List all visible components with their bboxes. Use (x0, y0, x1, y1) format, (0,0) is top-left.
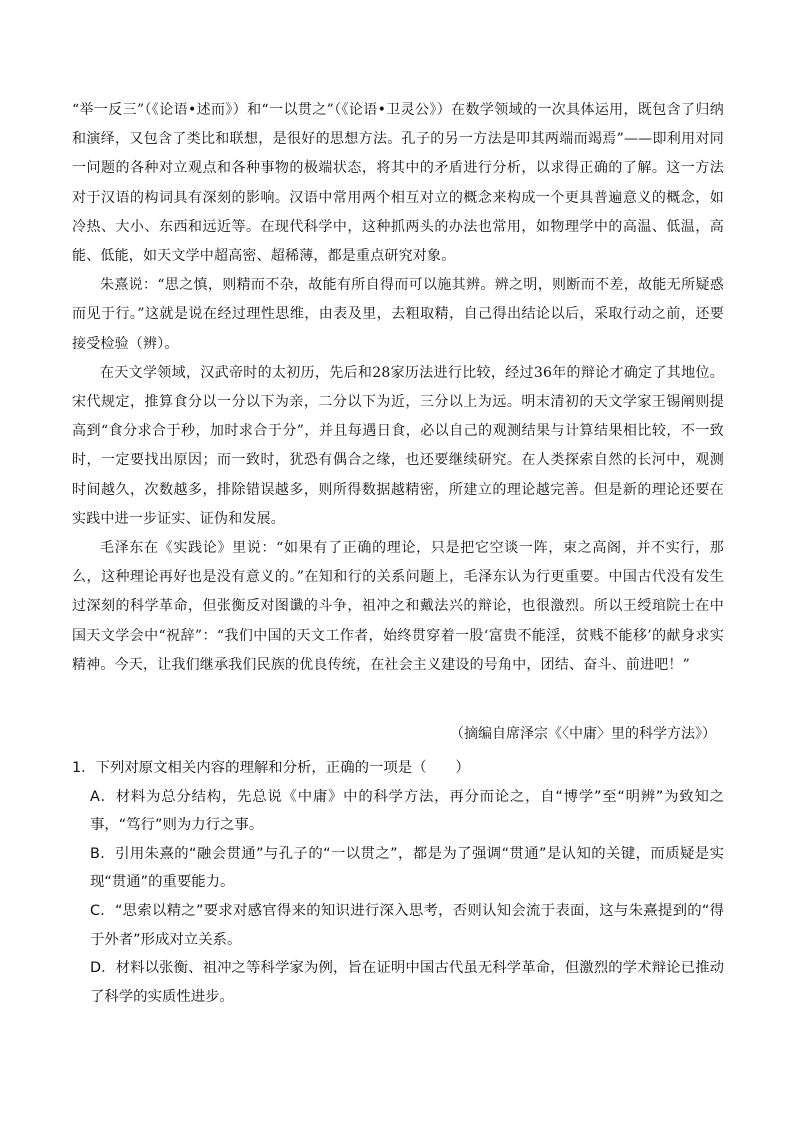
question-stem: 1．下列对原文相关内容的理解和分析，正确的一项是（ ） (72, 760, 470, 776)
passage-paragraph: 朱熹说：“思之慎，则精而不杂，故能有所自得而可以施其辨。辨之明，则断而不差，故能无所疑惑而见于行。”这就是说在经过理性思维，由表及里，去粗取精，自己得出结论以后，采取行动之前，还要接受检验（辨）。 (72, 277, 724, 352)
option-a[interactable]: A．材料为总分结构，先总说《中庸》中的科学方法，再分而论之，自“博学”至“明辨”为致知之事，“笃行”则为力行之事。 (90, 788, 724, 834)
passage-paragraph: 在天文学领域，汉武帝时的太初历，先后和28家历法进行比较，经过36年的辩论才确定了其地位。宋代规定，推算食分以一分以下为亲，二分以下为近，三分以上为远。明末清初的天文学家王锡阐则提高到“食分求合于秒，加时求合于分”，并且每遇日食，必以自己的观测结果与计算结果相比较，不一致时，一定要找出原因；而一致时，犹恐有偶合之缘，也还要继续研究。在人类探索自然的长河中，观测时间越久，次数越多，排除错误越多，则所得数据越精密，所建立的理论越完善。但是新的理论还要在实践中进一步证实、证伪和发展。 (72, 364, 724, 527)
passage-source: （摘编自席泽宗《〈中庸〉里的科学方法》） (450, 726, 716, 742)
option-c[interactable]: C．“思索以精之”要求对感官得来的知识进行深入思考，否则认知会流于表面，这与朱熹提到的“得于外者”形成对立关系。 (90, 902, 724, 948)
question-1 (72, 754, 724, 1011)
option-d[interactable]: D．材料以张衡、祖冲之等科学家为例，旨在证明中国古代虽无科学革命，但激烈的学术辩论已推动了科学的实质性进步。 (90, 960, 724, 1005)
reading-passage (72, 96, 724, 680)
option-b[interactable]: B．引用朱熹的“融会贯通”与孔子的“一以贯之”，都是为了强调“贯通”是认知的关键，而质疑是实现“贯通”的重要能力。 (90, 845, 724, 891)
passage-paragraph: 毛泽东在《实践论》里说：“如果有了正确的理论，只是把它空谈一阵，束之高阁，并不实行，那么，这种理论再好也是没有意义的。”在知和行的关系问题上，毛泽东认为行更重要。中国古代没有发生过深刻的科学革命，但张衡反对图谶的斗争，祖冲之和戴法兴的辩论，也很激烈。所以王绶琯院士在中国天文学会中“祝辞”：“我们中国的天文工作者，始终贯穿着一股‘富贵不能淫，贫贱不能移’的献身求实精神。今天，让我们继承我们民族的优良传统，在社会主义建设的号角中，团结、奋斗、前进吧！” (72, 540, 724, 673)
passage-paragraph: “举一反三”（《论语•述而》）和“一以贯之”（《论语•卫灵公》）在数学领域的一次具体运用，既包含了归纳和演绎，又包含了类比和联想，是很好的思想方法。孔子的另一方法是叩其两端而竭焉”——即利用对同一问题的各种对立观点和各种事物的极端状态，将其中的矛盾进行分析，以求得正确的了解。这一方法对于汉语的构词具有深刻的影响。汉语中常用两个相互对立的概念来构成一个更具普遍意义的概念，如冷热、大小、东西和远近等。在现代科学中，这种抓两头的办法也常用，如物理学中的高温、低温，高能、低能，如天文学中超高密、超稀薄，都是重点研究对象。 (72, 102, 724, 265)
